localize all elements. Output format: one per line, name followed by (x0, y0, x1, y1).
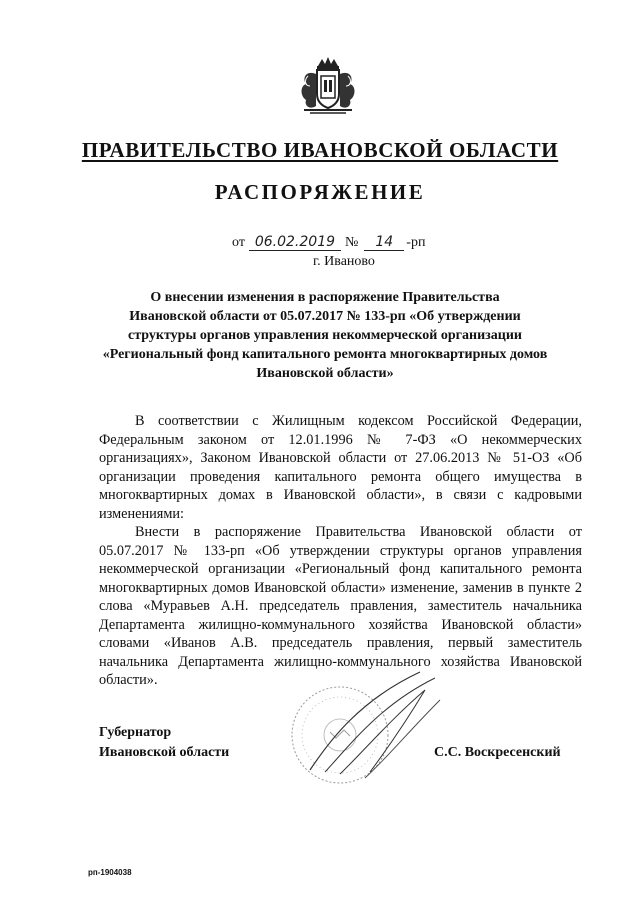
document-code: рп-1904038 (88, 868, 132, 877)
handwritten-date: 06.02.2019 (249, 234, 341, 251)
number-suffix: -рп (406, 235, 426, 250)
ivanovo-coat-of-arms-icon (296, 56, 360, 116)
registration-line (232, 234, 425, 251)
signatory-title (99, 723, 229, 763)
body-paragraph: В соответствии с Жилищным кодексом Российской Федерации, Федеральным законом от 12.01.1996 № 7-ФЗ «О некоммерческих организациях», Законом Ивановской области от 27.06.2013 № 51-ОЗ «Об организации проведения капитального ремонта общего имущества в многоквартирных домах в Ивановской области», в связи с кадровыми изменениями: (99, 413, 582, 522)
subject-line: О внесении изменения в распоряжение Правительства (150, 290, 500, 305)
number-label: № (344, 235, 359, 250)
document-body (99, 412, 582, 690)
subject-line: структуры органов управления некоммерческой организации (128, 328, 522, 343)
seal-and-signature (270, 660, 460, 790)
subject-line: «Региональный фонд капитального ремонта многоквартирных домов (102, 347, 548, 362)
government-title: ПРАВИТЕЛЬСТВО ИВАНОВСКОЙ ОБЛАСТИ (81, 138, 559, 162)
subject-line: Ивановской области от 05.07.2017 № 133-рп «Об утверждении (129, 309, 521, 324)
document-subject (90, 288, 560, 383)
signatory-region: Ивановской области (99, 745, 230, 760)
document-type: РАСПОРЯЖЕНИЕ (214, 180, 426, 204)
city: г. Иваново (313, 254, 375, 269)
body-paragraph: Внести в распоряжение Правительства Ивановской области от 05.07.2017 № 133-рп «Об утверждении структуры органов управления некоммерческой организации «Региональный фонд капитального ремонта многоквартирных домов Ивановской области» изменение, заменив в пункте 2 слова «Муравьев А.Н. председатель правления, заместитель начальника Департамента жилищно-коммунального хозяйства Ивановской области» словами «Иванов А.В. председатель правления, первый заместитель начальника Департамента жилищно-коммунального хозяйства Ивановской области». (99, 524, 582, 688)
subject-line: Ивановской области» (256, 366, 394, 381)
handwritten-number: 14 (364, 234, 404, 251)
signatory-position: Губернатор (99, 725, 172, 740)
from-label: от (232, 235, 245, 250)
signatory-name: С.С. Воскресенский (434, 745, 561, 760)
